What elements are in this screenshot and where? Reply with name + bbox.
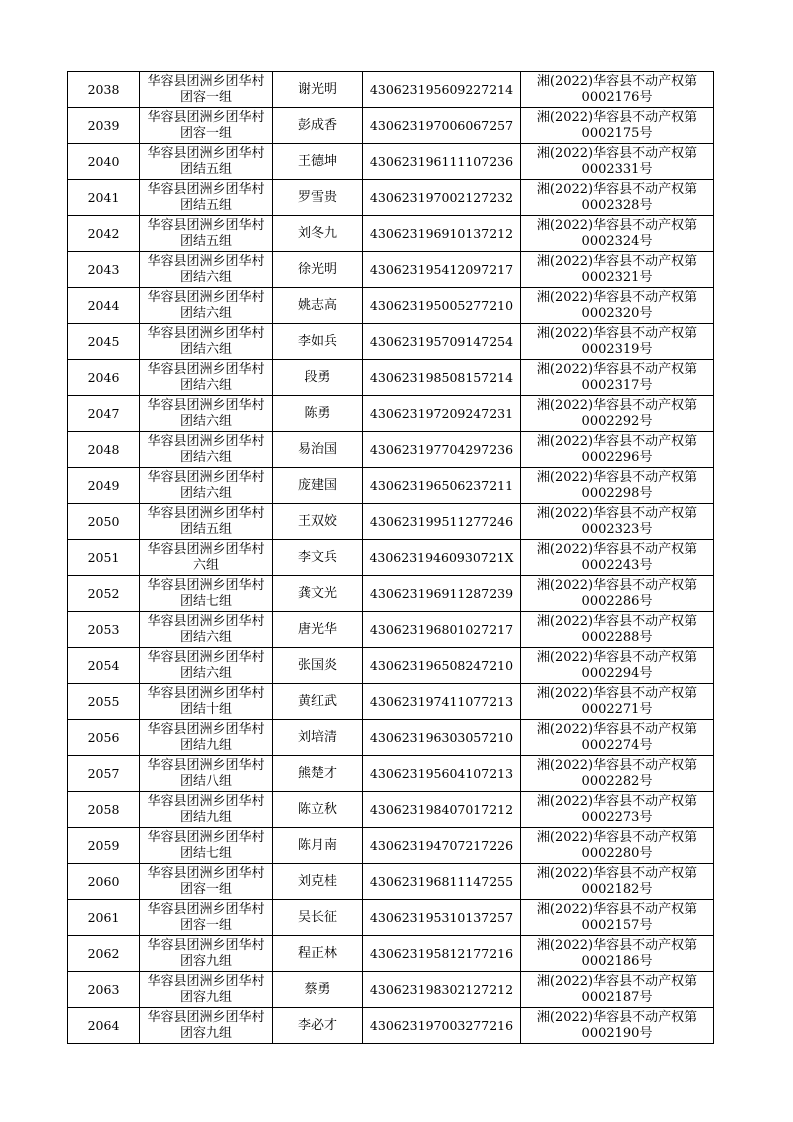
table-row: [68, 432, 714, 468]
owner-name-cell: 李如兵: [273, 324, 363, 360]
address-cell: 华容县团洲乡团华村团容一组: [140, 72, 273, 108]
certificate-number: 0002317号: [581, 377, 653, 393]
address-cell: 华容县团洲乡团华村团结七组: [140, 828, 273, 864]
owner-name-cell: 徐光明: [273, 252, 363, 288]
table-row: [68, 828, 714, 864]
id-number-cell: 430623195412097217: [363, 252, 521, 288]
id-number-cell: 430623197411077213: [363, 684, 521, 720]
owner-name-cell: 易治国: [273, 432, 363, 468]
address-cell: 华容县团洲乡团华村团结九组: [140, 792, 273, 828]
table-row: [68, 900, 714, 936]
owner-name-cell: 陈立秋: [273, 792, 363, 828]
certificate-cell: [521, 900, 714, 936]
certificate-number: 0002286号: [581, 593, 653, 609]
owner-name-cell: 谢光明: [273, 72, 363, 108]
certificate-prefix: 湘(2022)华容县不动产权第: [536, 1009, 698, 1025]
certificate-cell: [521, 252, 714, 288]
id-number-cell: 430623198407017212: [363, 792, 521, 828]
owner-name-cell: 熊楚才: [273, 756, 363, 792]
address-cell: 华容县团洲乡团华村团容一组: [140, 864, 273, 900]
certificate-prefix: 湘(2022)华容县不动产权第: [536, 469, 698, 485]
table-row: [68, 1008, 714, 1044]
owner-name-cell: 陈勇: [273, 396, 363, 432]
table-body: [68, 72, 714, 1044]
certificate-cell: [521, 180, 714, 216]
certificate-cell: [521, 1008, 714, 1044]
serial-number-cell: 2041: [68, 180, 140, 216]
table-row: [68, 864, 714, 900]
address-cell: 华容县团洲乡团华村团结六组: [140, 648, 273, 684]
serial-number-cell: 2061: [68, 900, 140, 936]
address-cell: 华容县团洲乡团华村团容九组: [140, 936, 273, 972]
serial-number-cell: 2062: [68, 936, 140, 972]
address-cell: 华容县团洲乡团华村团结十组: [140, 684, 273, 720]
serial-number-cell: 2040: [68, 144, 140, 180]
id-number-cell: 430623196801027217: [363, 612, 521, 648]
table-row: [68, 216, 714, 252]
certificate-number: 0002157号: [581, 917, 653, 933]
address-cell: 华容县团洲乡团华村团结六组: [140, 360, 273, 396]
certificate-cell: [521, 504, 714, 540]
owner-name-cell: 陈月南: [273, 828, 363, 864]
serial-number-cell: 2064: [68, 1008, 140, 1044]
owner-name-cell: 李文兵: [273, 540, 363, 576]
certificate-cell: [521, 972, 714, 1008]
certificate-prefix: 湘(2022)华容县不动产权第: [536, 829, 698, 845]
address-cell: 华容县团洲乡团华村团结六组: [140, 612, 273, 648]
certificate-cell: [521, 612, 714, 648]
property-rights-table: [67, 71, 714, 1044]
owner-name-cell: 龚文光: [273, 576, 363, 612]
certificate-prefix: 湘(2022)华容县不动产权第: [536, 253, 698, 269]
certificate-prefix: 湘(2022)华容县不动产权第: [536, 649, 698, 665]
serial-number-cell: 2047: [68, 396, 140, 432]
certificate-number: 0002271号: [581, 701, 653, 717]
serial-number-cell: 2042: [68, 216, 140, 252]
certificate-prefix: 湘(2022)华容县不动产权第: [536, 397, 698, 413]
owner-name-cell: 王双姣: [273, 504, 363, 540]
address-cell: 华容县团洲乡团华村团容一组: [140, 900, 273, 936]
address-cell: 华容县团洲乡团华村团结六组: [140, 324, 273, 360]
certificate-cell: [521, 936, 714, 972]
certificate-prefix: 湘(2022)华容县不动产权第: [536, 73, 698, 89]
serial-number-cell: 2056: [68, 720, 140, 756]
certificate-number: 0002190号: [581, 1025, 653, 1041]
certificate-cell: [521, 360, 714, 396]
table-row: [68, 720, 714, 756]
certificate-cell: [521, 144, 714, 180]
id-number-cell: 430623197003277216: [363, 1008, 521, 1044]
address-cell: 华容县团洲乡团华村团结五组: [140, 504, 273, 540]
table-row: [68, 288, 714, 324]
table-row: [68, 72, 714, 108]
id-number-cell: 430623194707217226: [363, 828, 521, 864]
certificate-number: 0002280号: [581, 845, 653, 861]
address-cell: 华容县团洲乡团华村团容一组: [140, 108, 273, 144]
serial-number-cell: 2044: [68, 288, 140, 324]
serial-number-cell: 2039: [68, 108, 140, 144]
id-number-cell: 430623198302127212: [363, 972, 521, 1008]
certificate-prefix: 湘(2022)华容县不动产权第: [536, 901, 698, 917]
id-number-cell: 430623196111107236: [363, 144, 521, 180]
certificate-cell: [521, 720, 714, 756]
certificate-number: 0002331号: [581, 161, 653, 177]
owner-name-cell: 张国炎: [273, 648, 363, 684]
certificate-number: 0002182号: [581, 881, 653, 897]
id-number-cell: 430623196911287239: [363, 576, 521, 612]
id-number-cell: 430623195310137257: [363, 900, 521, 936]
certificate-prefix: 湘(2022)华容县不动产权第: [536, 505, 698, 521]
certificate-cell: [521, 324, 714, 360]
serial-number-cell: 2043: [68, 252, 140, 288]
certificate-number: 0002187号: [581, 989, 653, 1005]
certificate-prefix: 湘(2022)华容县不动产权第: [536, 865, 698, 881]
certificate-number: 0002292号: [581, 413, 653, 429]
table-row: [68, 612, 714, 648]
serial-number-cell: 2050: [68, 504, 140, 540]
table-row: [68, 684, 714, 720]
table-row: [68, 648, 714, 684]
id-number-cell: 430623196506237211: [363, 468, 521, 504]
id-number-cell: 430623195812177216: [363, 936, 521, 972]
address-cell: 华容县团洲乡团华村团结六组: [140, 252, 273, 288]
id-number-cell: 430623195709147254: [363, 324, 521, 360]
certificate-prefix: 湘(2022)华容县不动产权第: [536, 145, 698, 161]
certificate-cell: [521, 108, 714, 144]
serial-number-cell: 2055: [68, 684, 140, 720]
address-cell: 华容县团洲乡团华村六组: [140, 540, 273, 576]
id-number-cell: 430623197704297236: [363, 432, 521, 468]
certificate-cell: [521, 216, 714, 252]
certificate-cell: [521, 432, 714, 468]
address-cell: 华容县团洲乡团华村团结七组: [140, 576, 273, 612]
address-cell: 华容县团洲乡团华村团容九组: [140, 1008, 273, 1044]
serial-number-cell: 2053: [68, 612, 140, 648]
certificate-number: 0002324号: [581, 233, 653, 249]
address-cell: 华容县团洲乡团华村团结六组: [140, 288, 273, 324]
owner-name-cell: 刘克桂: [273, 864, 363, 900]
certificate-cell: [521, 684, 714, 720]
owner-name-cell: 庞建国: [273, 468, 363, 504]
certificate-prefix: 湘(2022)华容县不动产权第: [536, 613, 698, 629]
id-number-cell: 430623196508247210: [363, 648, 521, 684]
serial-number-cell: 2045: [68, 324, 140, 360]
serial-number-cell: 2052: [68, 576, 140, 612]
certificate-prefix: 湘(2022)华容县不动产权第: [536, 289, 698, 305]
certificate-prefix: 湘(2022)华容县不动产权第: [536, 541, 698, 557]
serial-number-cell: 2051: [68, 540, 140, 576]
certificate-number: 0002294号: [581, 665, 653, 681]
table-row: [68, 180, 714, 216]
certificate-prefix: 湘(2022)华容县不动产权第: [536, 181, 698, 197]
address-cell: 华容县团洲乡团华村团结八组: [140, 756, 273, 792]
certificate-prefix: 湘(2022)华容县不动产权第: [536, 109, 698, 125]
id-number-cell: 430623196910137212: [363, 216, 521, 252]
certificate-cell: [521, 576, 714, 612]
certificate-cell: [521, 864, 714, 900]
certificate-cell: [521, 72, 714, 108]
address-cell: 华容县团洲乡团华村团结六组: [140, 396, 273, 432]
table-row: [68, 504, 714, 540]
id-number-cell: 430623199511277246: [363, 504, 521, 540]
certificate-number: 0002298号: [581, 485, 653, 501]
certificate-number: 0002288号: [581, 629, 653, 645]
address-cell: 华容县团洲乡团华村团结五组: [140, 180, 273, 216]
certificate-number: 0002176号: [581, 89, 653, 105]
address-cell: 华容县团洲乡团华村团结五组: [140, 216, 273, 252]
owner-name-cell: 唐光华: [273, 612, 363, 648]
owner-name-cell: 黄红武: [273, 684, 363, 720]
certificate-cell: [521, 792, 714, 828]
id-number-cell: 430623197002127232: [363, 180, 521, 216]
certificate-prefix: 湘(2022)华容县不动产权第: [536, 793, 698, 809]
certificate-prefix: 湘(2022)华容县不动产权第: [536, 973, 698, 989]
id-number-cell: 430623196303057210: [363, 720, 521, 756]
address-cell: 华容县团洲乡团华村团结五组: [140, 144, 273, 180]
serial-number-cell: 2063: [68, 972, 140, 1008]
owner-name-cell: 李必才: [273, 1008, 363, 1044]
table-row: [68, 936, 714, 972]
owner-name-cell: 程正林: [273, 936, 363, 972]
certificate-cell: [521, 756, 714, 792]
certificate-number: 0002243号: [581, 557, 653, 573]
address-cell: 华容县团洲乡团华村团结九组: [140, 720, 273, 756]
certificate-number: 0002320号: [581, 305, 653, 321]
certificate-number: 0002328号: [581, 197, 653, 213]
certificate-number: 0002321号: [581, 269, 653, 285]
certificate-prefix: 湘(2022)华容县不动产权第: [536, 577, 698, 593]
table-row: [68, 756, 714, 792]
certificate-number: 0002273号: [581, 809, 653, 825]
certificate-prefix: 湘(2022)华容县不动产权第: [536, 937, 698, 953]
owner-name-cell: 段勇: [273, 360, 363, 396]
certificate-prefix: 湘(2022)华容县不动产权第: [536, 433, 698, 449]
serial-number-cell: 2054: [68, 648, 140, 684]
table-row: [68, 324, 714, 360]
serial-number-cell: 2048: [68, 432, 140, 468]
serial-number-cell: 2046: [68, 360, 140, 396]
certificate-number: 0002175号: [581, 125, 653, 141]
address-cell: 华容县团洲乡团华村团结六组: [140, 432, 273, 468]
id-number-cell: 430623197209247231: [363, 396, 521, 432]
certificate-cell: [521, 540, 714, 576]
id-number-cell: 43062319460930721X: [363, 540, 521, 576]
certificate-number: 0002296号: [581, 449, 653, 465]
certificate-prefix: 湘(2022)华容县不动产权第: [536, 325, 698, 341]
table-row: [68, 396, 714, 432]
certificate-cell: [521, 648, 714, 684]
owner-name-cell: 吴长征: [273, 900, 363, 936]
table-row: [68, 792, 714, 828]
serial-number-cell: 2059: [68, 828, 140, 864]
owner-name-cell: 彭成香: [273, 108, 363, 144]
address-cell: 华容县团洲乡团华村团结六组: [140, 468, 273, 504]
owner-name-cell: 刘培清: [273, 720, 363, 756]
certificate-prefix: 湘(2022)华容县不动产权第: [536, 361, 698, 377]
certificate-cell: [521, 288, 714, 324]
id-number-cell: 430623195005277210: [363, 288, 521, 324]
table-row: [68, 972, 714, 1008]
certificate-number: 0002274号: [581, 737, 653, 753]
certificate-cell: [521, 828, 714, 864]
owner-name-cell: 王德坤: [273, 144, 363, 180]
id-number-cell: 430623197006067257: [363, 108, 521, 144]
id-number-cell: 430623195604107213: [363, 756, 521, 792]
address-cell: 华容县团洲乡团华村团容九组: [140, 972, 273, 1008]
serial-number-cell: 2049: [68, 468, 140, 504]
serial-number-cell: 2060: [68, 864, 140, 900]
certificate-cell: [521, 396, 714, 432]
certificate-prefix: 湘(2022)华容县不动产权第: [536, 685, 698, 701]
certificate-prefix: 湘(2022)华容县不动产权第: [536, 217, 698, 233]
certificate-number: 0002319号: [581, 341, 653, 357]
table-row: [68, 468, 714, 504]
certificate-prefix: 湘(2022)华容县不动产权第: [536, 757, 698, 773]
serial-number-cell: 2058: [68, 792, 140, 828]
owner-name-cell: 刘冬九: [273, 216, 363, 252]
owner-name-cell: 罗雪贵: [273, 180, 363, 216]
id-number-cell: 430623198508157214: [363, 360, 521, 396]
certificate-number: 0002186号: [581, 953, 653, 969]
table-row: [68, 252, 714, 288]
table-row: [68, 540, 714, 576]
certificate-number: 0002282号: [581, 773, 653, 789]
serial-number-cell: 2057: [68, 756, 140, 792]
table-row: [68, 576, 714, 612]
serial-number-cell: 2038: [68, 72, 140, 108]
id-number-cell: 430623195609227214: [363, 72, 521, 108]
owner-name-cell: 蔡勇: [273, 972, 363, 1008]
table-row: [68, 360, 714, 396]
id-number-cell: 430623196811147255: [363, 864, 521, 900]
table-row: [68, 144, 714, 180]
certificate-number: 0002323号: [581, 521, 653, 537]
table-row: [68, 108, 714, 144]
owner-name-cell: 姚志高: [273, 288, 363, 324]
certificate-prefix: 湘(2022)华容县不动产权第: [536, 721, 698, 737]
certificate-cell: [521, 468, 714, 504]
